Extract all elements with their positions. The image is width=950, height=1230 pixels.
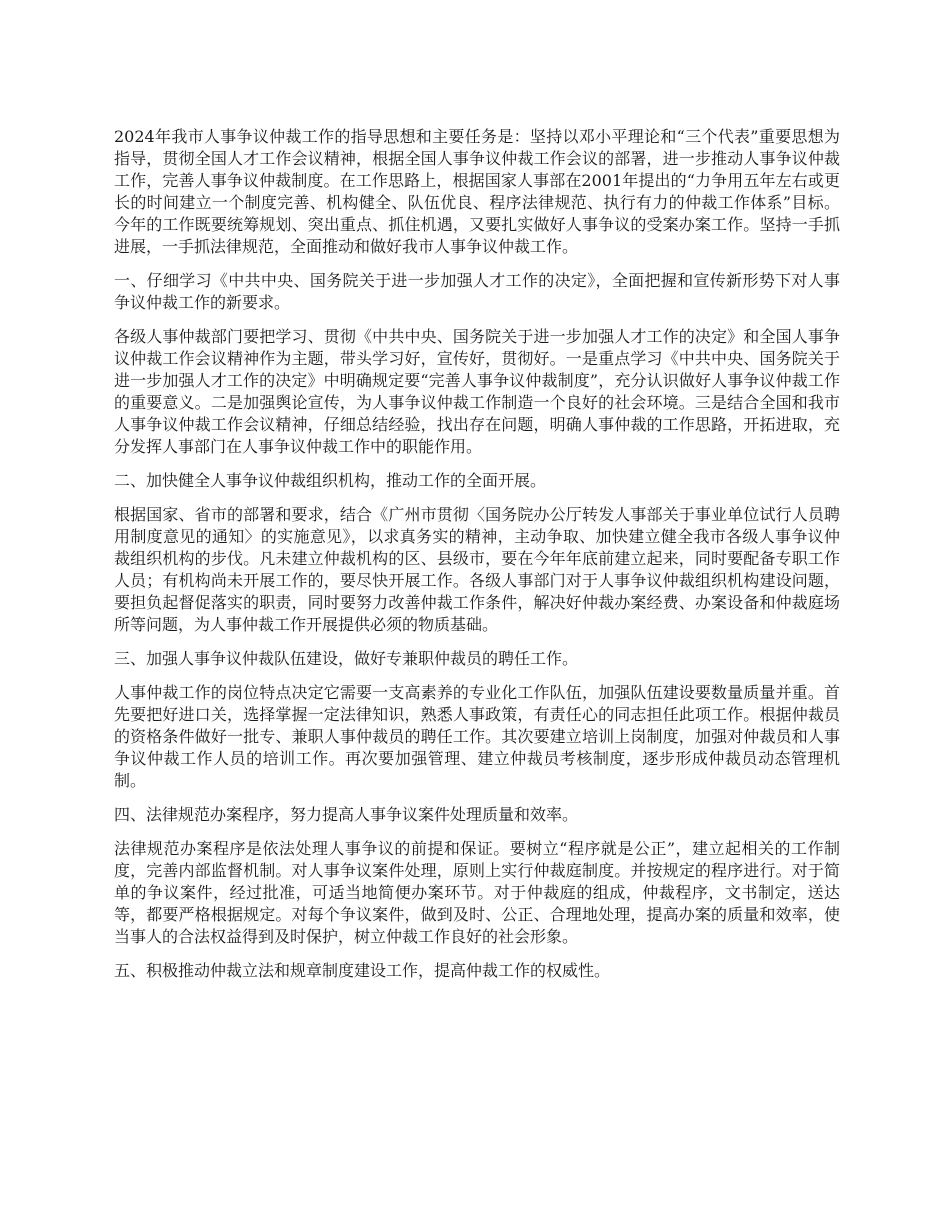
section-body-4: 法律规范办案程序是依法处理人事争议的前提和保证。要树立“程序就是公正”，建立起相关的工作制度，完善内部监督机制。对人事争议案件处理，原则上实行仲裁庭制度。并按规定的程序进行。对于简单的争议案件，经过批准，可适当地简便办案环节。对于仲裁庭的组成，仲裁程序，文书制定，送达等，都要严格根据规定。对每个争议案件，做到及时、公正、合理地处理，提高办案的质量和效率，使当事人的合法权益得到及时保护，树立仲裁工作良好的社会形象。 xyxy=(114,839,840,946)
section-heading-2: 二、加快健全人事争议仲裁组织机构，推动工作的全面开展。 xyxy=(114,471,547,490)
section-heading-4: 四、法律规范办案程序，努力提高人事争议案件处理质量和效率。 xyxy=(114,805,579,824)
section-heading-1: 一、仔细学习《中共中央、国务院关于进一步加强人才工作的决定》，全面把握和宣传新形势下对人事争议仲裁工作的新要求。 xyxy=(114,271,840,312)
section-body-1: 各级人事仲裁部门要把学习、贯彻《中共中央、国务院关于进一步加强人才工作的决定》和全国人事争议仲裁工作会议精神作为主题，带头学习好，宣传好，贯彻好。一是重点学习《中共中央、国务院关于进一步加强人才工作的决定》中明确规定要“完善人事争议仲裁制度”，充分认识做好人事争议仲裁工作的重要意义。二是加强舆论宣传，为人事争议仲裁工作制造一个良好的社会环境。三是结合全国和我市人事争议仲裁工作会议精神，仔细总结经验，找出存在问题，明确人事仲裁的工作思路，开拓进取，充分发挥人事部门在人事争议仲裁工作中的职能作用。 xyxy=(114,327,840,456)
section-body-2: 根据国家、省市的部署和要求，结合《广州市贯彻〈国务院办公厅转发人事部关于事业单位试行人员聘用制度意见的通知〉的实施意见》，以求真务实的精神，主动争取、加快建立健全我市各级人事争议仲裁组织机构的步伐。凡未建立仲裁机构的区、县级市，要在今年年底前建立起来，同时要配备专职工作人员；有机构尚未开展工作的，要尽快开展工作。各级人事部门对于人事争议仲裁组织机构建设问题，要担负起督促落实的职责，同时要努力改善仲裁工作条件，解决好仲裁办案经费、办案设备和仲裁庭场所等问题，为人事仲裁工作开展提供必须的物质基础。 xyxy=(114,505,840,634)
section-heading-5: 五、积极推动仲裁立法和规章制度建设工作，提高仲裁工作的权威性。 xyxy=(114,961,611,980)
section-heading-3: 三、加强人事争议仲裁队伍建设，做好专兼职仲裁员的聘任工作。 xyxy=(114,649,579,668)
intro-paragraph: 2024年我市人事争议仲裁工作的指导思想和主要任务是：坚持以邓小平理论和“三个代表”重要思想为指导，贯彻全国人才工作会议精神，根据全国人事争议仲裁工作会议的部署，进一步推动人事争议仲裁工作，完善人事争议仲裁制度。在工作思路上，根据国家人事部在2001年提出的“力争用五年左右或更长的时间建立一个制度完善、机构健全、队伍优良、程序法律规范、执行有力的仲裁工作体系”目标。今年的工作既要统筹规划、突出重点、抓住机遇，又要扎实做好人事争议的受案办案工作。坚持一手抓进展，一手抓法律规范，全面推动和做好我市人事争议仲裁工作。 xyxy=(114,127,840,256)
section-body-3: 人事仲裁工作的岗位特点决定它需要一支高素养的专业化工作队伍，加强队伍建设要数量质量并重。首先要把好进口关，选择掌握一定法律知识，熟悉人事政策，有责任心的同志担任此项工作。根据仲裁员的资格条件做好一批专、兼职人事仲裁员的聘任工作。其次要建立培训上岗制度，加强对仲裁员和人事争议仲裁工作人员的培训工作。再次要加强管理、建立仲裁员考核制度，逐步形成仲裁员动态管理机制。 xyxy=(114,683,840,790)
document-body xyxy=(114,126,840,994)
